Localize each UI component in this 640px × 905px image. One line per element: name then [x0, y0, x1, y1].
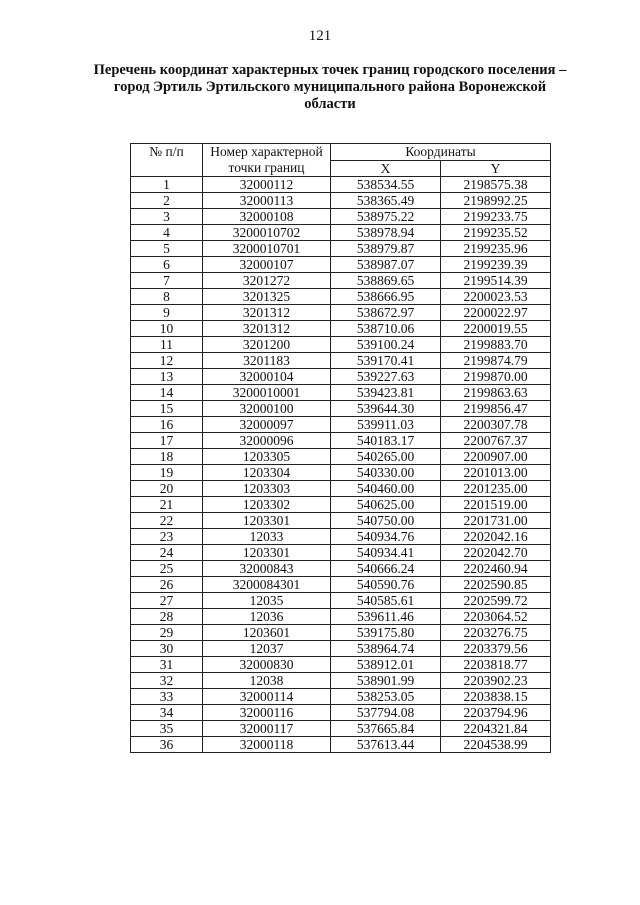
cell-y: 2203276.75 — [441, 625, 551, 641]
cell-y: 2199239.39 — [441, 257, 551, 273]
table-row — [131, 177, 551, 193]
cell-y: 2198575.38 — [441, 177, 551, 193]
cell-x: 538710.06 — [331, 321, 441, 337]
table-row — [131, 433, 551, 449]
table-row — [131, 337, 551, 353]
cell-index: 1 — [131, 177, 203, 193]
cell-index: 5 — [131, 241, 203, 257]
table-row — [131, 273, 551, 289]
table-row — [131, 305, 551, 321]
cell-index: 29 — [131, 625, 203, 641]
cell-point-number: 32000097 — [203, 417, 331, 433]
cell-y: 2200023.53 — [441, 289, 551, 305]
cell-x: 539644.30 — [331, 401, 441, 417]
cell-index: 32 — [131, 673, 203, 689]
table-row — [131, 673, 551, 689]
cell-point-number: 32000108 — [203, 209, 331, 225]
cell-y: 2203794.96 — [441, 705, 551, 721]
cell-y: 2201235.00 — [441, 481, 551, 497]
cell-y: 2203818.77 — [441, 657, 551, 673]
cell-y: 2201519.00 — [441, 497, 551, 513]
cell-y: 2202590.85 — [441, 577, 551, 593]
cell-y: 2199235.96 — [441, 241, 551, 257]
cell-point-number: 3200010001 — [203, 385, 331, 401]
table-row — [131, 241, 551, 257]
cell-point-number: 32000112 — [203, 177, 331, 193]
cell-index: 18 — [131, 449, 203, 465]
cell-index: 14 — [131, 385, 203, 401]
table-body — [131, 177, 551, 753]
cell-index: 4 — [131, 225, 203, 241]
title-line-1: Перечень координат характерных точек границ городского поселения – — [93, 62, 567, 78]
table-row — [131, 529, 551, 545]
cell-y: 2200767.37 — [441, 433, 551, 449]
cell-y: 2204538.99 — [441, 737, 551, 753]
cell-index: 35 — [131, 721, 203, 737]
cell-point-number: 1203601 — [203, 625, 331, 641]
cell-x: 539611.46 — [331, 609, 441, 625]
cell-index: 36 — [131, 737, 203, 753]
cell-x: 540934.41 — [331, 545, 441, 561]
cell-point-number: 32000117 — [203, 721, 331, 737]
cell-index: 20 — [131, 481, 203, 497]
cell-x: 540590.76 — [331, 577, 441, 593]
cell-y: 2200907.00 — [441, 449, 551, 465]
cell-index: 3 — [131, 209, 203, 225]
cell-x: 539423.81 — [331, 385, 441, 401]
table-row — [131, 353, 551, 369]
cell-x: 538869.65 — [331, 273, 441, 289]
cell-index: 26 — [131, 577, 203, 593]
cell-y: 2202042.16 — [441, 529, 551, 545]
cell-index: 6 — [131, 257, 203, 273]
cell-point-number: 3201200 — [203, 337, 331, 353]
cell-x: 538975.22 — [331, 209, 441, 225]
table-row — [131, 609, 551, 625]
cell-point-number: 3200084301 — [203, 577, 331, 593]
cell-x: 538534.55 — [331, 177, 441, 193]
table-row — [131, 625, 551, 641]
cell-x: 538912.01 — [331, 657, 441, 673]
table-row — [131, 321, 551, 337]
table-row — [131, 497, 551, 513]
title-line-3: области — [304, 96, 356, 112]
table-row — [131, 737, 551, 753]
cell-index: 11 — [131, 337, 203, 353]
cell-x: 539170.41 — [331, 353, 441, 369]
table-row — [131, 721, 551, 737]
cell-index: 27 — [131, 593, 203, 609]
cell-point-number: 1203303 — [203, 481, 331, 497]
table-row — [131, 449, 551, 465]
cell-x: 540330.00 — [331, 465, 441, 481]
cell-index: 10 — [131, 321, 203, 337]
table-row — [131, 257, 551, 273]
cell-x: 537794.08 — [331, 705, 441, 721]
table-row — [131, 417, 551, 433]
cell-point-number: 12033 — [203, 529, 331, 545]
cell-x: 538672.97 — [331, 305, 441, 321]
cell-point-number: 32000096 — [203, 433, 331, 449]
cell-point-number: 32000830 — [203, 657, 331, 673]
cell-index: 9 — [131, 305, 203, 321]
cell-index: 28 — [131, 609, 203, 625]
cell-index: 16 — [131, 417, 203, 433]
cell-y: 2202460.94 — [441, 561, 551, 577]
table-row — [131, 369, 551, 385]
page-number: 121 — [308, 28, 332, 44]
cell-point-number: 1203305 — [203, 449, 331, 465]
cell-point-number: 32000104 — [203, 369, 331, 385]
cell-x: 540625.00 — [331, 497, 441, 513]
cell-point-number: 12038 — [203, 673, 331, 689]
cell-index: 17 — [131, 433, 203, 449]
cell-point-number: 32000113 — [203, 193, 331, 209]
cell-index: 21 — [131, 497, 203, 513]
cell-x: 537613.44 — [331, 737, 441, 753]
cell-x: 538987.07 — [331, 257, 441, 273]
cell-y: 2203379.56 — [441, 641, 551, 657]
cell-point-number: 3200010702 — [203, 225, 331, 241]
cell-index: 8 — [131, 289, 203, 305]
cell-point-number: 12035 — [203, 593, 331, 609]
table-row — [131, 513, 551, 529]
cell-y: 2202599.72 — [441, 593, 551, 609]
cell-x: 540934.76 — [331, 529, 441, 545]
table-row — [131, 465, 551, 481]
cell-x: 540585.61 — [331, 593, 441, 609]
cell-index: 13 — [131, 369, 203, 385]
cell-y: 2201731.00 — [441, 513, 551, 529]
cell-index: 12 — [131, 353, 203, 369]
cell-point-number: 32000107 — [203, 257, 331, 273]
cell-x: 538666.95 — [331, 289, 441, 305]
cell-point-number: 3201183 — [203, 353, 331, 369]
table-row — [131, 689, 551, 705]
cell-x: 540750.00 — [331, 513, 441, 529]
cell-index: 24 — [131, 545, 203, 561]
table-row — [131, 641, 551, 657]
header-x: X — [331, 160, 441, 177]
cell-point-number: 3201312 — [203, 321, 331, 337]
cell-x: 538901.99 — [331, 673, 441, 689]
cell-y: 2201013.00 — [441, 465, 551, 481]
cell-x: 539227.63 — [331, 369, 441, 385]
cell-x: 538365.49 — [331, 193, 441, 209]
cell-index: 25 — [131, 561, 203, 577]
cell-point-number: 1203301 — [203, 545, 331, 561]
cell-y: 2200022.97 — [441, 305, 551, 321]
table-row — [131, 561, 551, 577]
cell-y: 2200019.55 — [441, 321, 551, 337]
cell-y: 2204321.84 — [441, 721, 551, 737]
table-row — [131, 657, 551, 673]
table-row — [131, 577, 551, 593]
table-row — [131, 209, 551, 225]
header-y: Y — [441, 160, 551, 177]
cell-x: 540460.00 — [331, 481, 441, 497]
cell-x: 540666.24 — [331, 561, 441, 577]
cell-index: 23 — [131, 529, 203, 545]
table-row — [131, 193, 551, 209]
cell-x: 539911.03 — [331, 417, 441, 433]
document-title — [80, 62, 580, 113]
table-row — [131, 593, 551, 609]
cell-index: 31 — [131, 657, 203, 673]
cell-index: 15 — [131, 401, 203, 417]
cell-y: 2199235.52 — [441, 225, 551, 241]
cell-index: 7 — [131, 273, 203, 289]
cell-point-number: 3201272 — [203, 273, 331, 289]
cell-y: 2199514.39 — [441, 273, 551, 289]
cell-index: 22 — [131, 513, 203, 529]
cell-point-number: 32000118 — [203, 737, 331, 753]
cell-y: 2199233.75 — [441, 209, 551, 225]
table-row — [131, 705, 551, 721]
cell-index: 30 — [131, 641, 203, 657]
cell-point-number: 32000116 — [203, 705, 331, 721]
cell-point-number: 1203301 — [203, 513, 331, 529]
cell-y: 2200307.78 — [441, 417, 551, 433]
cell-point-number: 1203302 — [203, 497, 331, 513]
cell-y: 2199870.00 — [441, 369, 551, 385]
cell-x: 538978.94 — [331, 225, 441, 241]
cell-y: 2203902.23 — [441, 673, 551, 689]
header-coordinates: Координаты — [331, 144, 551, 161]
header-point-number: Номер характерной точки границ — [203, 144, 331, 177]
cell-point-number: 12037 — [203, 641, 331, 657]
cell-index: 19 — [131, 465, 203, 481]
cell-point-number: 32000100 — [203, 401, 331, 417]
table-row — [131, 401, 551, 417]
coordinates-table — [130, 143, 551, 753]
table-row — [131, 545, 551, 561]
cell-point-number: 3200010701 — [203, 241, 331, 257]
table-header — [131, 144, 551, 177]
cell-x: 537665.84 — [331, 721, 441, 737]
cell-x: 540183.17 — [331, 433, 441, 449]
cell-x: 539175.80 — [331, 625, 441, 641]
cell-point-number: 12036 — [203, 609, 331, 625]
cell-y: 2202042.70 — [441, 545, 551, 561]
header-index: № п/п — [131, 144, 203, 177]
cell-x: 538253.05 — [331, 689, 441, 705]
cell-point-number: 32000114 — [203, 689, 331, 705]
cell-y: 2203838.15 — [441, 689, 551, 705]
cell-y: 2203064.52 — [441, 609, 551, 625]
cell-y: 2199883.70 — [441, 337, 551, 353]
cell-x: 540265.00 — [331, 449, 441, 465]
table-row — [131, 481, 551, 497]
cell-point-number: 3201312 — [203, 305, 331, 321]
cell-y: 2199863.63 — [441, 385, 551, 401]
cell-x: 538979.87 — [331, 241, 441, 257]
cell-y: 2199856.47 — [441, 401, 551, 417]
cell-y: 2199874.79 — [441, 353, 551, 369]
cell-x: 539100.24 — [331, 337, 441, 353]
cell-x: 538964.74 — [331, 641, 441, 657]
title-line-2: город Эртиль Эртильского муниципального района Воронежской — [113, 79, 547, 95]
cell-point-number: 32000843 — [203, 561, 331, 577]
cell-index: 34 — [131, 705, 203, 721]
cell-point-number: 3201325 — [203, 289, 331, 305]
cell-point-number: 1203304 — [203, 465, 331, 481]
cell-index: 33 — [131, 689, 203, 705]
table-row — [131, 225, 551, 241]
cell-index: 2 — [131, 193, 203, 209]
cell-y: 2198992.25 — [441, 193, 551, 209]
table-row — [131, 289, 551, 305]
table-row — [131, 385, 551, 401]
